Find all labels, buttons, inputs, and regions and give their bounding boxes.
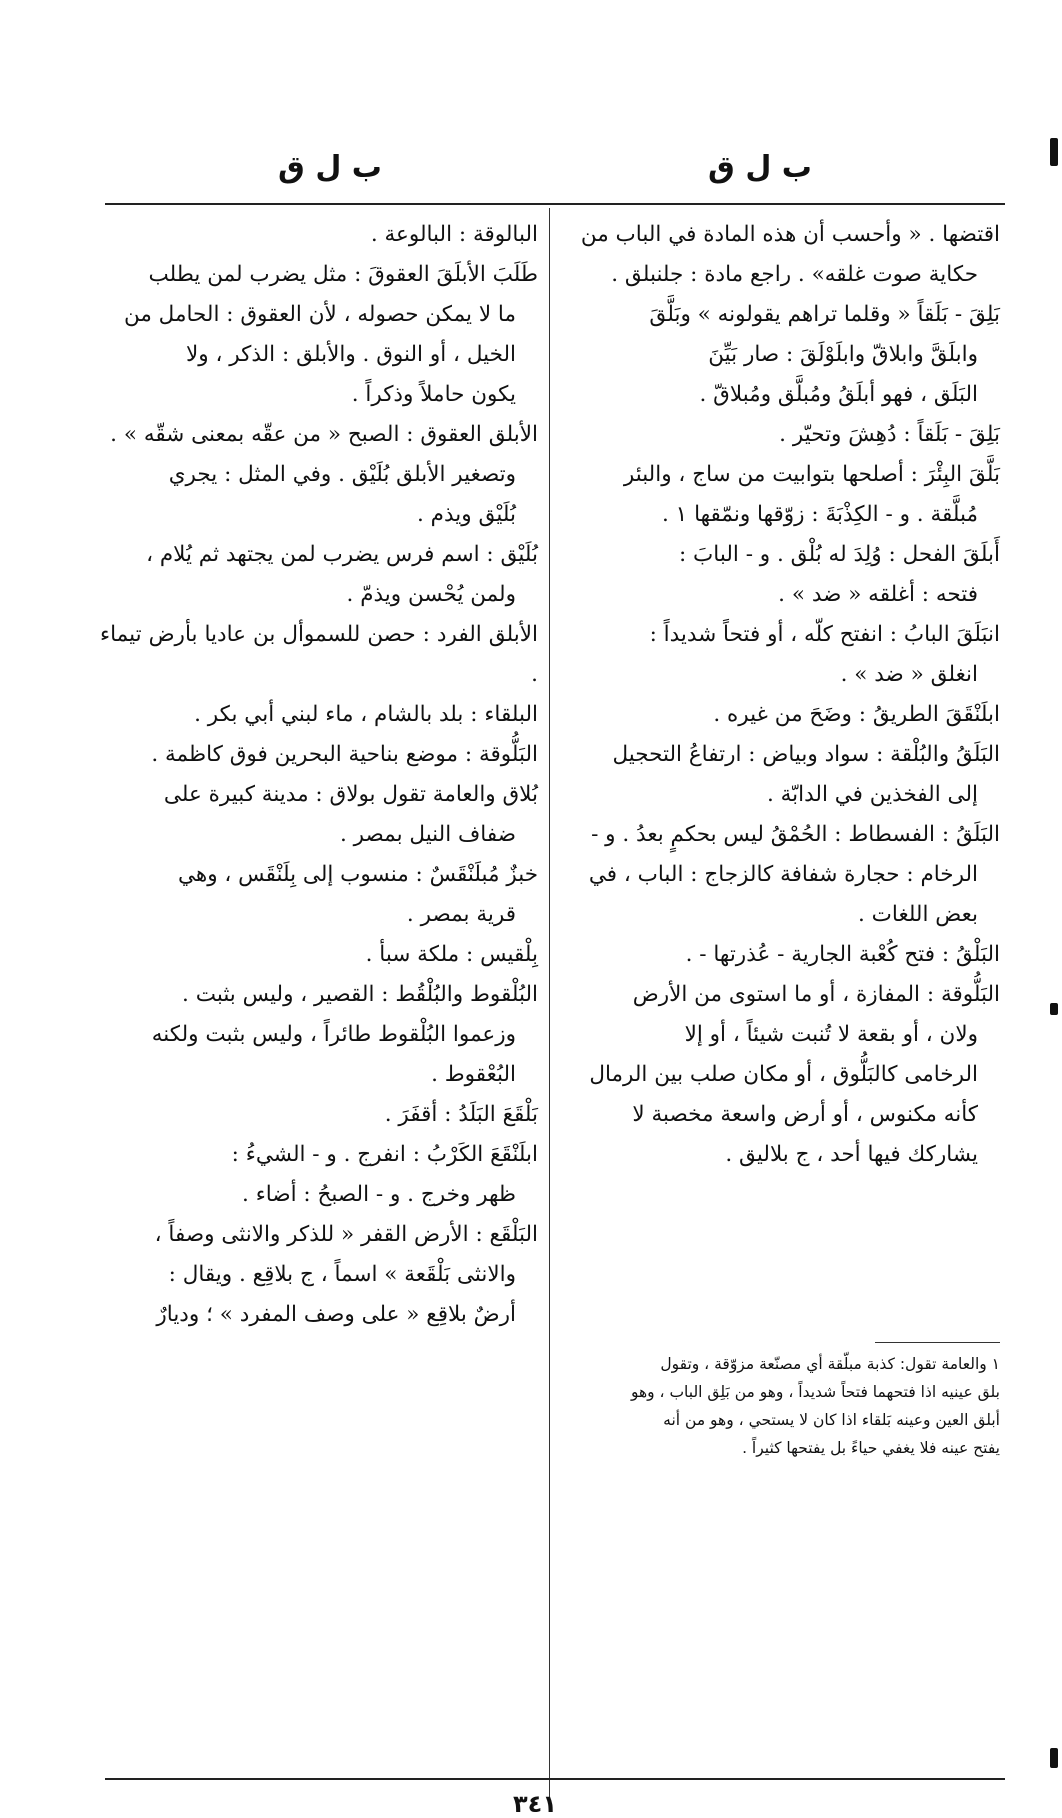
text-line: البُعْقوط . bbox=[431, 1062, 516, 1087]
text-line: بُلَيْق : اسم فرس يضرب لمن يجتهد ثم يُلام ، bbox=[146, 542, 538, 567]
text-line: بعض اللغات . bbox=[857, 902, 978, 927]
text-line: قرية بمصر . bbox=[406, 902, 516, 927]
scan-mark bbox=[1050, 138, 1058, 166]
left-column bbox=[100, 215, 538, 1335]
text-line: البالوقة : البالوعة . bbox=[370, 222, 538, 247]
text-line: أرضٌ بلاقِع « على وصف المفرد » ؛ وديارٌ bbox=[156, 1302, 516, 1327]
text-line: بَلِقَ - بَلَقاً « وقلما تراهم يقولونه » وبَلَّقَ bbox=[649, 302, 1000, 327]
text-line: اقتضها . « وأحسب أن هذه المادة في الباب من bbox=[580, 222, 1000, 247]
footnote-line: ١ والعامة تقول: كذبة مبلّقة أي مصنّعة مزوّقة ، وتقول bbox=[660, 1355, 1000, 1373]
text-line: الرخام : حجارة شفافة كالزجاج : الباب ، في bbox=[588, 862, 978, 887]
text-line: وتصغير الأبلق بُلَيْق . وفي المثل : يجري bbox=[168, 462, 516, 487]
column-divider bbox=[549, 208, 550, 1798]
bottom-rule bbox=[105, 1778, 1005, 1780]
text-line: البَلَق ، فهو أبلَقُ ومُبلَّق ومُبلاقّ . bbox=[699, 382, 978, 407]
running-header-left: ب ل ق bbox=[278, 150, 382, 185]
text-line: البَلَقُ : الفسطاط : الحُمْقُ ليس بحكمٍ بعدُ . و - bbox=[591, 822, 1000, 847]
text-line: الأبلق الفرد : حصن للسموأل بن عاديا بأرض تيماء . bbox=[100, 622, 538, 687]
text-line: ما لا يمكن حصوله ، لأن العقوق : الحامل من bbox=[123, 302, 516, 327]
right-column bbox=[560, 215, 1000, 1175]
text-line: انبَلَقَ البابُ : انفتح كلّه ، أو فتحاً شديداً : bbox=[649, 622, 1000, 647]
text-line: يكون حاملاً وذكراً . bbox=[351, 382, 516, 407]
text-line: إلى الفخذين في الدابّة . bbox=[766, 782, 978, 807]
text-line: بَلْقَعَ البَلَدُ : أقفَرَ . bbox=[384, 1102, 538, 1127]
text-line: الأبلق العقوق : الصبح « من عقّه بمعنى شقّه » . bbox=[110, 422, 538, 447]
text-line: فتحه : أغلقه « ضد » . bbox=[778, 582, 978, 607]
text-line: الخيل ، أو النوق . والأبلق : الذكر ، ولا bbox=[186, 342, 516, 367]
text-line: بِلْقيس : ملكة سبأ . bbox=[365, 942, 538, 967]
footnote-line: يفتح عينه فلا يغفي حياءً بل يفتحها كثيراً . bbox=[742, 1439, 1000, 1457]
text-line: بَلَّقَ البِئْرَ : أصلحها بتوابيت من ساج ، والبئر bbox=[623, 462, 1000, 487]
text-line: ابلَنْقَقَ الطريقُ : وضَحَ من غيره . bbox=[713, 702, 1000, 727]
text-line: انغلق « ضد » . bbox=[840, 662, 978, 687]
scan-mark bbox=[1050, 1003, 1058, 1015]
text-line: خبزٌ مُبلَنْقَسٌ : منسوب إلى بِلَنْقَس ، وهي bbox=[177, 862, 538, 887]
text-line: وابلَقَّ وابلاقّ وابلَوْلَقَ : صار بَيِّنَ bbox=[708, 342, 978, 367]
text-line: البَلُّوقة : المفازة ، أو ما استوى من الأرض bbox=[632, 982, 1000, 1007]
footnote-line: أبلق العين وعينه بَلقاء اذا كان لا يستحي ، وهو من أنه bbox=[663, 1411, 1000, 1429]
text-line: طَلَبَ الأبلَقَ العقوقَ : مثل يضرب لمن يطلب bbox=[148, 262, 538, 287]
footnote-line: بلق عينيه اذا فتحهما فتحاً شديداً ، وهو من بَلِق الباب ، وهو bbox=[630, 1383, 1000, 1401]
text-line: البُلْقوط والبُلْقُط : القصير ، وليس بثبت . bbox=[182, 982, 538, 1007]
text-line: البلقاء : بلد بالشام ، ماء لبني أبي بكر . bbox=[194, 702, 538, 727]
text-line: أَبلَقَ الفحل : وُلِدَ له بُلْق . و - البابَ : bbox=[678, 542, 1000, 567]
text-line: البَلُّوقة : موضع بناحية البحرين فوق كاظمة . bbox=[151, 742, 538, 767]
text-line: والانثى بَلْقَعة » اسماً ، ج بلاقِع . ويقال : bbox=[168, 1262, 516, 1287]
text-line: البَلْقَع : الأرض القفر « للذكر والانثى وصفاً ، bbox=[154, 1222, 538, 1247]
running-header-right: ب ل ق bbox=[708, 150, 812, 185]
text-line: ولان ، أو بقعة لا تُنبت شيئاً ، أو إلا bbox=[684, 1022, 978, 1047]
text-line: بَلِقَ - بَلَقاً : دُهِشَ وتحيّر . bbox=[779, 422, 1000, 447]
text-line: ظهر وخرج . و - الصبحُ : أضاء . bbox=[242, 1182, 516, 1207]
text-line: مُبلَّقة . و - الكِذْبَةَ : زوّقها ونمّقها ١ . bbox=[662, 502, 978, 527]
scan-mark bbox=[1050, 1748, 1058, 1768]
footnote-rule bbox=[875, 1342, 1000, 1343]
text-line: ولمن يُحْسن ويذمّ . bbox=[346, 582, 516, 607]
text-line: ابلَنْقَعَ الكَرْبُ : انفرج . و - الشيءُ : bbox=[231, 1142, 538, 1167]
text-line: وزعموا البُلْقوط طائراً ، وليس بثبت ولكنه bbox=[151, 1022, 516, 1047]
text-line: حكاية صوت غلقه» . راجع مادة : جلنبلق . bbox=[611, 262, 978, 287]
top-rule bbox=[105, 203, 1005, 205]
text-line: البَلَقُ والبُلْقة : سواد وبياض : ارتفاعُ التحجيل bbox=[612, 742, 1000, 767]
text-line: بُلَيْق ويذم . bbox=[417, 502, 516, 527]
text-line: الرخامى كالبَلُّوق ، أو مكان صلب بين الرمال bbox=[589, 1062, 978, 1087]
text-line: بُلاق والعامة تقول بولاق : مدينة كبيرة على bbox=[163, 782, 538, 807]
text-line: البَلْقُ : فتح كُعْبة الجارية - عُذرتها - . bbox=[685, 942, 1000, 967]
text-line: ضفاف النيل بمصر . bbox=[339, 822, 516, 847]
text-line: كأنه مكنوس ، أو أرض واسعة مخصبة لا bbox=[632, 1102, 978, 1127]
footnote bbox=[560, 1350, 1000, 1462]
page-number: ٣٤١ bbox=[513, 1790, 557, 1818]
text-line: يشاركك فيها أحد ، ج بلاليق . bbox=[725, 1142, 978, 1167]
